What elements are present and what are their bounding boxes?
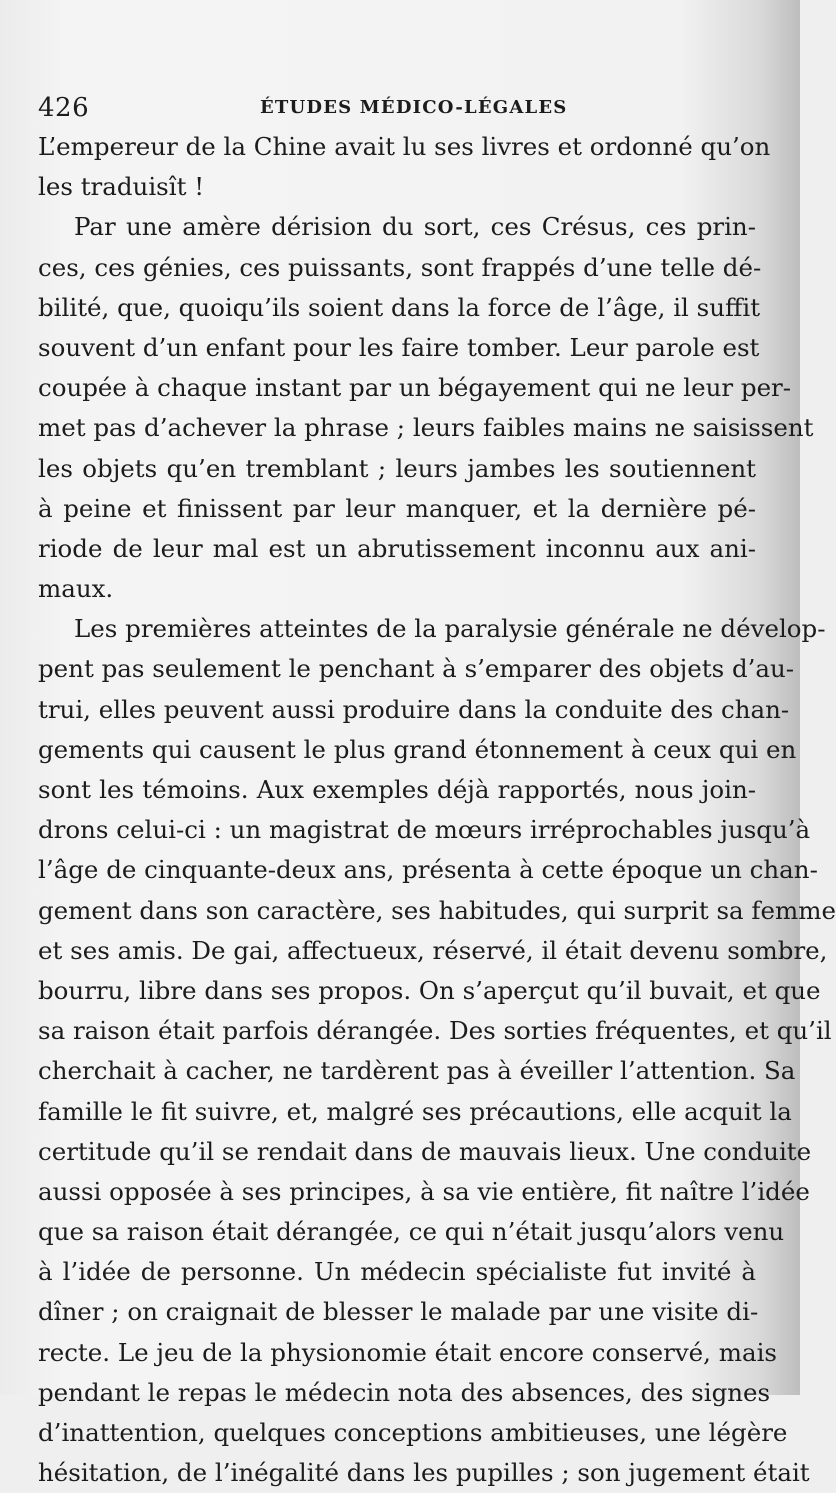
paragraph-start-line: Par une amère dérision du sort, ces Crésus, ces prin- — [74, 212, 756, 242]
text-line: à l’idée de personne. Un médecin spécialiste fut invité à — [38, 1257, 756, 1287]
text-line: pent pas seulement le penchant à s’emparer des objets d’au- — [38, 654, 795, 684]
text-line: drons celui-ci : un magistrat de mœurs irréprochables jusqu’à — [38, 815, 811, 845]
text-line: trui, elles peuvent aussi produire dans la conduite des chan- — [38, 694, 790, 724]
text-line: bourru, libre dans ses propos. On s’aperçut qu’il buvait, et que — [38, 975, 821, 1005]
page-header — [38, 88, 758, 128]
text-line: les traduisît ! — [38, 172, 205, 202]
text-line: pendant le repas le médecin nota des absences, des signes — [38, 1377, 771, 1407]
text-line: et ses amis. De gai, affectueux, réservé, il était devenu sombre, — [38, 935, 828, 965]
paragraph-start-line: Les premières atteintes de la paralysie générale ne dévelop- — [74, 614, 826, 644]
text-line: gement dans son caractère, ses habitudes, qui surprit sa femme — [38, 895, 836, 925]
body-text — [38, 127, 836, 1493]
text-line: certitude qu’il se rendait dans de mauvais lieux. Une conduite — [38, 1136, 812, 1166]
text-line: hésitation, de l’inégalité dans les pupilles ; son jugement était — [38, 1458, 810, 1488]
text-line: coupée à chaque instant par un bégayement qui ne leur per- — [38, 373, 792, 403]
text-line: d’inattention, quelques conceptions ambitieuses, une légère — [38, 1418, 788, 1447]
text-line: à peine et finissent par leur manquer, et la dernière pé- — [38, 493, 756, 523]
text-line: maux. — [38, 574, 114, 604]
text-line: L’empereur de la Chine avait lu ses livres et ordonné qu’on — [38, 132, 771, 161]
running-head: ÉTUDES MÉDICO-LÉGALES — [260, 97, 568, 118]
text-line: gements qui causent le plus grand étonnement à ceux qui en — [38, 734, 797, 764]
text-line: met pas d’achever la phrase ; leurs faibles mains ne saisissent — [38, 413, 814, 443]
text-line: dîner ; on craignait de blesser le malade par une visite di- — [38, 1297, 759, 1327]
text-line: l’âge de cinquante-deux ans, présenta à cette époque un chan- — [38, 855, 818, 885]
text-line: que sa raison était dérangée, ce qui n’était jusqu’alors venu — [38, 1217, 785, 1247]
text-line: souvent d’un enfant pour les faire tomber. Leur parole est — [38, 332, 760, 362]
page-number: 426 — [38, 93, 90, 123]
text-line: sa raison était parfois dérangée. Des sorties fréquentes, et qu’il — [38, 1016, 832, 1046]
text-line: les objets qu’en tremblant ; leurs jambes les soutiennent — [38, 453, 756, 483]
text-line: famille le fit suivre, et, malgré ses précautions, elle acquit la — [38, 1096, 792, 1126]
text-line: ces, ces génies, ces puissants, sont frappés d’une telle dé- — [38, 252, 762, 282]
text-line: recte. Le jeu de la physionomie était encore conservé, mais — [38, 1337, 777, 1367]
text-line: cherchait à cacher, ne tardèrent pas à éveiller l’attention. Sa — [38, 1056, 796, 1086]
text-line: bilité, que, quoiqu’ils soient dans la force de l’âge, il suffit — [38, 292, 761, 322]
text-line: aussi opposée à ses principes, à sa vie entière, fit naître l’idée — [38, 1176, 810, 1206]
text-line: riode de leur mal est un abrutissement inconnu aux ani- — [38, 533, 756, 563]
text-line: sont les témoins. Aux exemples déjà rapportés, nous join- — [38, 775, 756, 804]
